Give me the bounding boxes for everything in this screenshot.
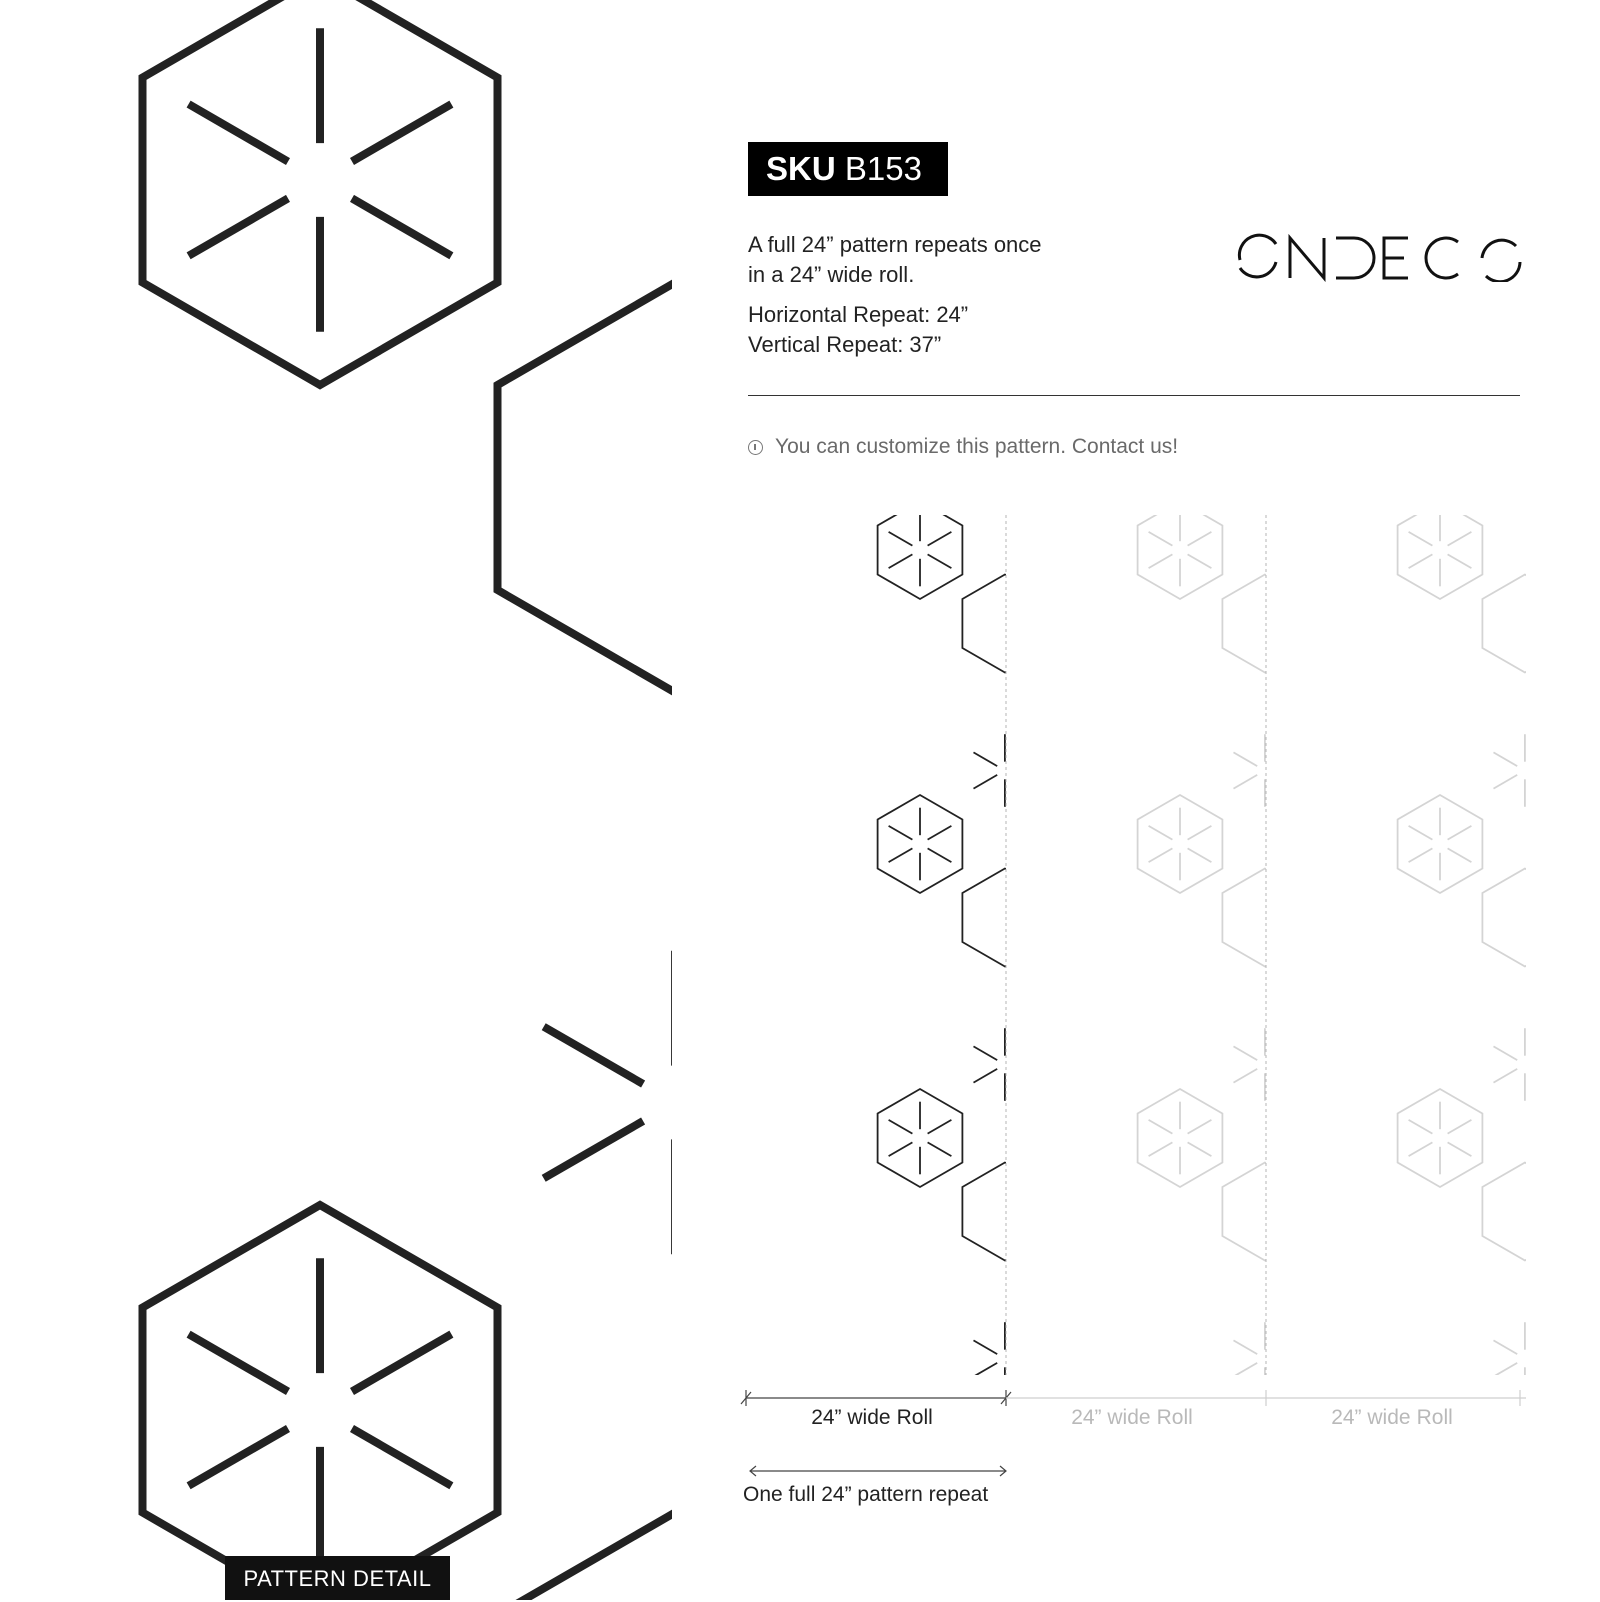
roll-label-1-prefix: 24” wide	[811, 1406, 891, 1429]
pattern-detail-image	[0, 0, 672, 1600]
sku-badge	[748, 142, 948, 196]
roll-label-1	[742, 1406, 1002, 1430]
ondecor-logo	[1236, 232, 1524, 282]
description-line-1: A full 24” pattern repeats once	[748, 232, 1042, 257]
horizontal-repeat: Horizontal Repeat: 24”	[748, 302, 969, 327]
repeat-specs	[748, 300, 1148, 360]
pattern-detail-badge: PATTERN DETAIL	[225, 1556, 450, 1600]
description-line-2: in a 24” wide roll.	[748, 262, 915, 287]
vertical-repeat: Vertical Repeat: 37”	[748, 332, 942, 357]
sku-value: B153	[844, 150, 922, 187]
sku-label: SKU	[766, 150, 836, 187]
roll-label-2	[1002, 1406, 1262, 1430]
roll-preview-image	[746, 515, 1526, 1375]
roll-preview	[746, 515, 1526, 1375]
pattern-repeat-label: One full 24” pattern repeat	[743, 1483, 989, 1506]
pattern-repeat-ruler	[746, 1463, 1016, 1479]
roll-label-2-prefix: 24” wide	[1071, 1406, 1151, 1429]
section-divider	[748, 395, 1520, 396]
customize-notice[interactable]	[748, 432, 1178, 462]
info-icon	[748, 440, 763, 455]
roll-label-3-suffix: Roll	[1416, 1406, 1453, 1429]
customize-text: You can customize this pattern. Contact us!	[775, 435, 1179, 458]
pattern-description	[748, 230, 1148, 290]
roll-label-3-prefix: 24” wide	[1331, 1406, 1411, 1429]
roll-label-2-suffix: Roll	[1156, 1406, 1193, 1429]
roll-label-3	[1262, 1406, 1522, 1430]
pattern-detail-panel	[0, 0, 672, 1600]
roll-label-1-suffix: Roll	[896, 1406, 933, 1429]
